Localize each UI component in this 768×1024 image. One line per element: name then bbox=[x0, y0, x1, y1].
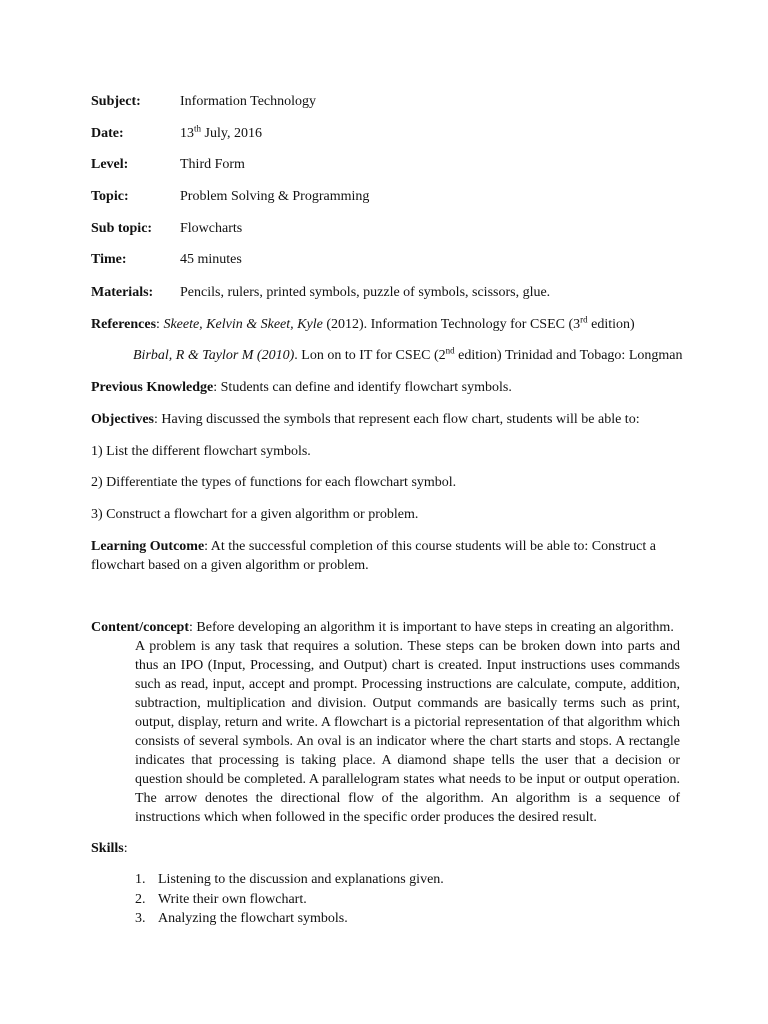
materials-value: Pencils, rulers, printed symbols, puzzle of symbols, scissors, glue. bbox=[180, 285, 551, 300]
learning-outcome-label: Learning Outcome bbox=[91, 539, 205, 554]
objective-item: 2) Differentiate the types of functions for each flowchart symbol. bbox=[91, 475, 457, 490]
objective-item: 1) List the different flowchart symbols. bbox=[91, 444, 311, 459]
previous-knowledge-label: Previous Knowledge bbox=[91, 380, 214, 395]
date-label: Date bbox=[91, 126, 119, 141]
objective-item: 3) Construct a flowchart for a given algorithm or problem. bbox=[91, 507, 419, 522]
objectives-label: Objectives bbox=[91, 412, 154, 427]
subject-label: Subject bbox=[91, 94, 137, 109]
previous-knowledge bbox=[91, 378, 691, 397]
reference-1-authors: Skeete, Kelvin & Skeet, Kyle bbox=[163, 317, 323, 332]
references-label: References bbox=[91, 317, 157, 332]
subtopic-value: Flowcharts bbox=[180, 221, 243, 236]
objectives-intro-text: : Having discussed the symbols that represent each flow chart, students will be able to: bbox=[153, 412, 640, 427]
topic-value: Problem Solving & Programming bbox=[180, 189, 370, 204]
content-label: Content/concept bbox=[91, 620, 189, 635]
reference-2: Birbal, R & Taylor M (2010). Lon on to IT for CSEC (2nd edition) Trinidad and Tobago: Longman bbox=[133, 345, 683, 363]
subtopic-label: Sub topic bbox=[91, 221, 148, 236]
learning-outcome: Learning Outcome: At the successful completion of this course students will be able to: Construct a flowchart based on a given algorithm or problem. bbox=[91, 539, 656, 573]
reference-2-authors: Birbal, R & Taylor M (2010) bbox=[133, 348, 295, 363]
level-value: Third Form bbox=[180, 157, 245, 172]
objectives-intro bbox=[91, 410, 691, 429]
level-label: Level bbox=[91, 157, 124, 172]
list-item: 1. Listening to the discussion and explanations given. bbox=[135, 872, 444, 887]
list-item: 2. Write their own flowchart. bbox=[135, 891, 307, 907]
subject-value: Information Technology bbox=[180, 94, 317, 109]
lesson-plan-page: Subject: Information Technology Date: 13th July, 2016 Level: Third Form Topic: Problem Solving & Programming Sub topic: Flowcharts Time: 45 minutes Materials: Pencils, rulers, printed symbols, puzzle of symbols, scissors, glue. References: Skeete, Kelvin & Skeet, Kyle (2012). Information Technology for CSEC (3rd edition) Birbal, R & Taylor M (2010). Lon on to IT for CSEC (2nd edition) Trinidad and Tobago: Longman Previous Knowledge: Students can define and identify flowchart symbols. Objectives: Having discussed the symbols that represent each flow chart, students will be able to: 1) List the different flowchart symbols. 2) Differentiate the types of functions for each flowchart symbol. 3) Construct a flowchart for a given algorithm or problem. Learning Outcome: At the successful completion of this course students will be able to: Construct a flowchart based on a given algorithm or problem. Content/concept: Before developing an algorithm it is important to have steps in creating an algorithm. A problem is any task that requires a solution. These steps can be broken down into parts and thus an IPO (Input, Processing, and Output) chart is created. Input instructions uses commands such as read, input, accept and prompt. Processing instructions are calculate, compute, addition, subtraction, multiplication and division. Output commands are basically terms such as print, output, display, return and write. A flowchart is a pictorial representation of that algorithm which consists of several symbols. An oval is an indicator where the chart starts and stops. A rectangle indicates that processing is taking place. A diamond shape tells the user that a decision or question should be completed. A parallelogram states what needs to be input or output operation. The arrow denotes the directional flow of the algorithm. An algorithm is a sequence of instructions which when followed in the specific order produces the desired result. Skills: 1. Listening to the discussion and explanations given. 2. Write their own flowchart. 3. Analyzing the flowchart symbols. bbox=[0, 0, 768, 1024]
skills-label: Skills bbox=[91, 841, 124, 856]
date-value: 13th July, 2016 bbox=[180, 123, 262, 141]
content-paragraph: A problem is any task that requires a solution. These steps can be broken down into parts and thus an IPO (Input, Processing, and Output) chart is created. Input instructions uses commands such as read, input, accept and prompt. Processing instructions are calculate, compute, addition, subtraction, multiplication and division. Output commands are basically terms such as print, output, display, return and write. A flowchart is a pictorial representation of that algorithm which consists of several symbols. An oval is an indicator where the chart starts and stops. A rectangle indicates that processing is taking place. A diamond shape tells the user that a decision or question should be completed. A parallelogram states what needs to be input or output operation. The arrow denotes the directional flow of the algorithm. An algorithm is a sequence of instructions which when followed in the specific order produces the desired result. bbox=[135, 639, 680, 825]
list-item: 3. Analyzing the flowchart symbols. bbox=[135, 911, 348, 926]
skills-list bbox=[135, 870, 695, 929]
topic-label: Topic bbox=[91, 189, 124, 204]
time-value: 45 minutes bbox=[180, 252, 242, 267]
previous-knowledge-text: : Students can define and identify flowchart symbols. bbox=[213, 380, 512, 395]
materials-label: Materials bbox=[91, 285, 149, 300]
time-label: Time bbox=[91, 252, 122, 267]
reference-1: References: Skeete, Kelvin & Skeet, Kyle (2012). Information Technology for CSEC (3rd edition) bbox=[91, 314, 635, 332]
skills-heading: Skills: bbox=[91, 841, 128, 856]
content-concept: Content/concept: Before developing an algorithm it is important to have steps in creating an algorithm. A problem is any task that requires a solution. These steps can be broken down into parts and thus an IPO (Input, Processing, and Output) chart is created. Input instructions uses commands such as read, input, accept and prompt. Processing instructions are calculate, compute, addition, subtraction, multiplication and division. Output commands are basically terms such as print, output, display, return and write. A flowchart is a pictorial representation of that algorithm which consists of several symbols. An oval is an indicator where the chart starts and stops. A rectangle indicates that processing is taking place. A diamond shape tells the user that a decision or question should be completed. A parallelogram states what needs to be input or output operation. The arrow denotes the directional flow of the algorithm. An algorithm is a sequence of instructions which when followed in the specific order produces the desired result. bbox=[91, 620, 680, 825]
